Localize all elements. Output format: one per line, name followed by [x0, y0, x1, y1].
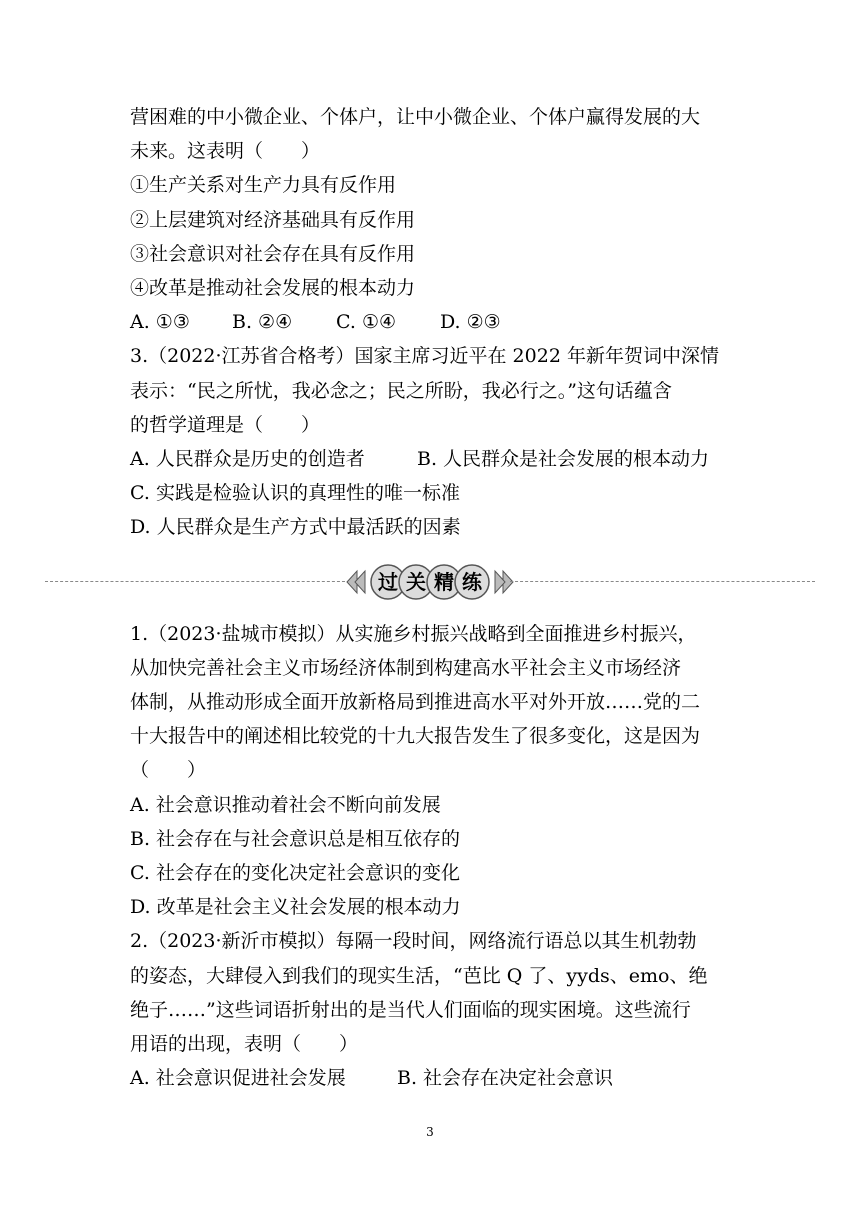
statement-item: ④改革是推动社会发展的根本动力 — [130, 277, 416, 300]
statement-item: ②上层建筑对经济基础具有反作用 — [130, 208, 416, 231]
option-d: D. ②③ — [440, 311, 501, 334]
option-b: B. 人民群众是社会发展的根本动力 — [417, 448, 710, 471]
question-stem-line: 营困难的中小微企业、个体户，让中小微企业、个体户赢得发展的大 — [130, 106, 701, 128]
option-c: C. 实践是检验认识的真理性的唯一标准 — [130, 482, 460, 505]
option-a: A. 社会意识促进社会发展 — [130, 1067, 346, 1090]
banner-divider-right — [510, 581, 815, 582]
option-b: B. ②④ — [232, 311, 293, 334]
section-banner — [45, 555, 815, 611]
banner-char: 精 — [434, 569, 454, 594]
question-previous — [130, 100, 740, 339]
question-stem-line: 1.（2023·盐城市模拟）从实施乡村振兴战略到全面推进乡村振兴， — [130, 622, 697, 645]
option-a: A. 社会意识推动着社会不断向前发展 — [130, 793, 441, 816]
banner-char: 关 — [406, 569, 426, 594]
banner-divider-left — [45, 581, 350, 582]
option-d: D. 改革是社会主义社会发展的根本动力 — [130, 896, 461, 919]
question-stem-line: 2.（2023·新沂市模拟）每隔一段时间，网络流行语总以其生机勃勃 — [130, 930, 697, 953]
question-stem-line: 3.（2022·江苏省合格考）国家主席习近平在 2022 年新年贺词中深情 — [130, 345, 719, 368]
question-stem-line: 的哲学道理是（ ） — [130, 413, 321, 436]
option-d: D. 人民群众是生产方式中最活跃的因素 — [130, 516, 461, 539]
answer-options — [130, 442, 740, 476]
question-stem-line: 表示：“民之所忧，我必念之；民之所盼，我必行之。”这句话蕴含 — [130, 379, 672, 402]
practice-question-1 — [130, 617, 740, 925]
question-stem-line: （ ） — [130, 759, 207, 782]
question-stem-line: 的姿态，大肆侵入到我们的现实生活，“芭比 Q 了、yyds、emo、绝 — [130, 964, 708, 987]
option-b: B. 社会存在决定社会意识 — [397, 1067, 614, 1090]
option-b: B. 社会存在与社会意识总是相互依存的 — [130, 827, 461, 850]
answer-options — [130, 305, 740, 339]
section-banner-graphic — [345, 559, 515, 605]
practice-question-2 — [130, 924, 740, 1095]
option-a: A. ①③ — [130, 311, 190, 334]
answer-options — [130, 1061, 740, 1095]
page-content — [130, 100, 740, 1095]
option-c: C. 社会存在的变化决定社会意识的变化 — [130, 862, 460, 885]
question-stem-line: 体制，从推动形成全面开放新格局到推进高水平对外开放……党的二 — [130, 691, 701, 714]
question-stem-line: 用语的出现，表明（ ） — [130, 1033, 359, 1056]
option-c: C. ①④ — [336, 311, 397, 334]
question-stem-line: 从加快完善社会主义市场经济体制到构建高水平社会主义市场经济 — [130, 656, 682, 679]
option-a: A. 人民群众是历史的创造者 — [130, 448, 365, 471]
question-stem-line: 未来。这表明（ ） — [130, 140, 321, 163]
banner-char: 过 — [378, 569, 398, 594]
statement-item: ③社会意识对社会存在具有反作用 — [130, 242, 416, 265]
page-number: 3 — [426, 1125, 434, 1139]
question-stem-line: 绝子……”这些词语折射出的是当代人们面临的现实困境。这些流行 — [130, 998, 691, 1021]
question-stem-line: 十大报告中的阐述相比较党的十九大报告发生了很多变化，这是因为 — [130, 725, 701, 748]
banner-char: 练 — [462, 569, 482, 594]
question-3 — [130, 339, 740, 544]
statement-item: ①生产关系对生产力具有反作用 — [130, 174, 397, 197]
